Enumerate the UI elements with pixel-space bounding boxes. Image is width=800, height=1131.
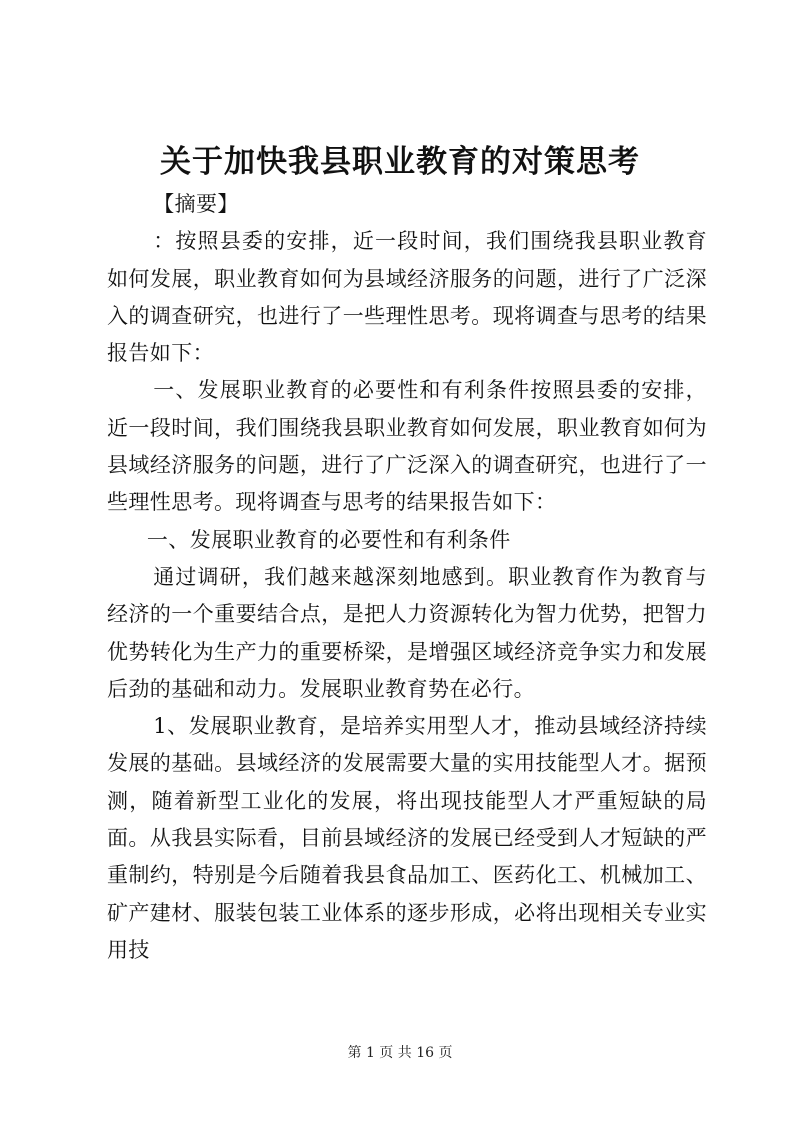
section-heading: 一、发展职业教育的必要性和有利条件 bbox=[146, 527, 511, 552]
document-body bbox=[107, 186, 707, 969]
paragraph-section-one: 一、发展职业教育的必要性和有利条件按照县委的安排，近一段时间，我们围绕我县职业教育如何发展，职业教育如何为县域经济服务的问题，进行了广泛深入的调查研究，也进行了一些理性思考。现将调查与思考的结果报告如下： bbox=[107, 378, 707, 515]
abstract-heading: 【摘要】 bbox=[153, 192, 239, 216]
paragraph-intro: ：按照县委的安排，近一段时间，我们围绕我县职业教育如何发展，职业教育如何为县域经济服务的问题，进行了广泛深入的调查研究，也进行了一些理性思考。现将调查与思考的结果报告如下： bbox=[107, 229, 707, 366]
page-number-footer: 第 1 页 共 16 页 bbox=[347, 1045, 453, 1061]
paragraph-research: 通过调研，我们越来越深刻地感到。职业教育作为教育与经济的一个重要结合点，是把人力资源转化为智力优势，把智力优势转化为生产力的重要桥梁，是增强区域经济竞争实力和发展后劲的基础和动力。发展职业教育势在必行。 bbox=[107, 564, 707, 701]
document-title: 关于加快我县职业教育的对策思考 bbox=[160, 144, 640, 180]
paragraph-point-one: 1、发展职业教育，是培养实用型人才，推动县域经济持续发展的基础。县域经济的发展需要大量的实用技能型人才。据预测，随着新型工业化的发展，将出现技能型人才严重短缺的局面。从我县实际看，目前县域经济的发展已经受到人才短缺的严重制约，特别是今后随着我县食品加工、医药化工、机械加工、矿产建材、服装包装工业体系的逐步形成，必将出现相关专业实用技 bbox=[107, 714, 707, 962]
